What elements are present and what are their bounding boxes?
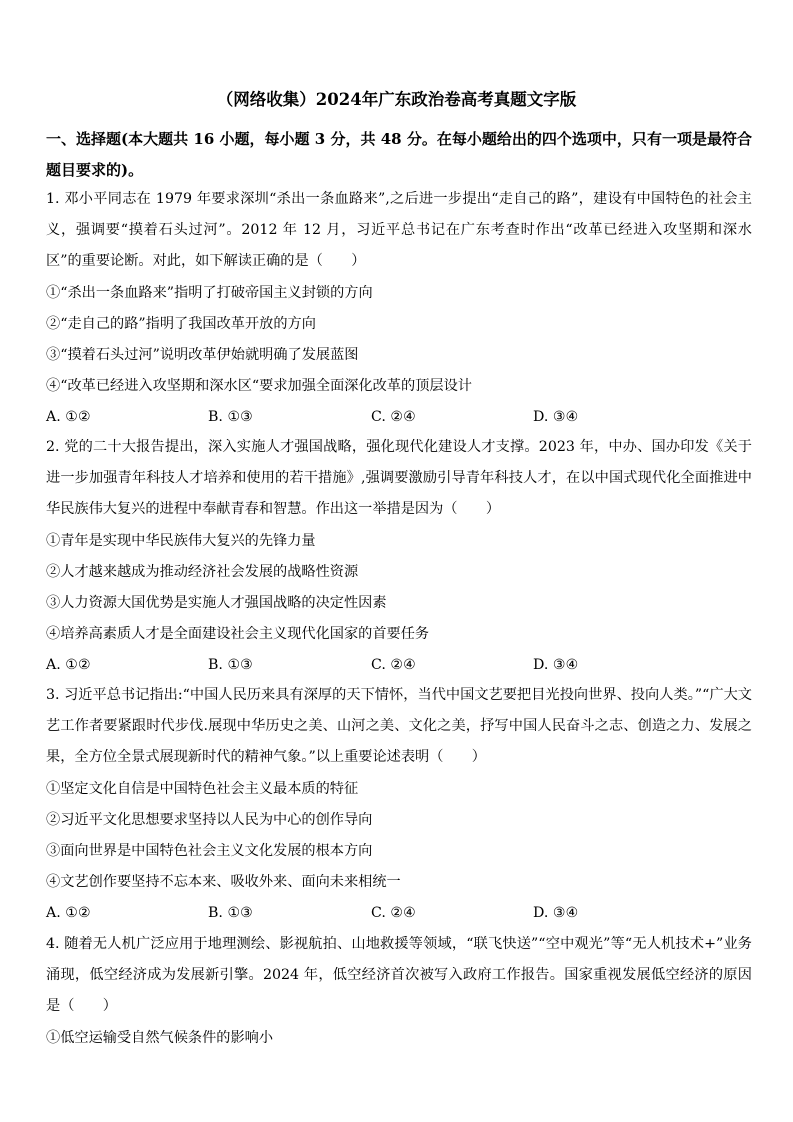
choice-a: A. ①② xyxy=(46,905,91,922)
question-option: ④培养高素质人才是全面建设社会主义现代化国家的首要任务 xyxy=(46,626,430,643)
choice-b: B. ①③ xyxy=(208,657,253,674)
question-option: ④文艺创作要坚持不忘本来、吸收外来、面向未来相统一 xyxy=(46,874,401,891)
question-1 xyxy=(46,184,752,434)
question-option: ③“摸着石头过河”说明改革伊始就明确了发展蓝图 xyxy=(46,347,359,364)
question-option: ②习近平文化思想要求坚持以人民为中心的创作导向 xyxy=(46,811,373,828)
choice-b: B. ①③ xyxy=(208,409,253,426)
choice-a: A. ①② xyxy=(46,657,91,674)
question-stem: 2. 党的二十大报告提出，深入实施人才强国战略，强化现代化建设人才支撑。2023 年，中办、国办印发《关于进一步加强青年科技人才培养和使用的若干措施》,强调要激励引导青年科技人才，在以中国式现代化全面推进中华民族伟大复兴的进程中奉献青春和智慧。作出这一举措是因为（ ） xyxy=(46,439,752,518)
choice-c: C. ②④ xyxy=(371,409,416,426)
question-option: ①“杀出一条血路来”指明了打破帝国主义封锁的方向 xyxy=(46,284,373,301)
question-option: ①坚定文化自信是中国特色社会主义最本质的特征 xyxy=(46,780,359,797)
question-stem: 4. 随着无人机广泛应用于地理测绘、影视航拍、山地救援等领域，“联飞快送”“空中观光”等“无人机技术+”业务涌现，低空经济成为发展新引擎。2024 年，低空经济首次被写入政府工作报告。国家重视发展低空经济的原因是（ ） xyxy=(46,936,752,1015)
question-option: ③面向世界是中国特色社会主义文化发展的根本方向 xyxy=(46,843,373,860)
question-4 xyxy=(46,929,752,1054)
answer-choices xyxy=(46,650,752,681)
question-option: ②“走自己的路”指明了我国改革开放的方向 xyxy=(46,315,316,332)
question-option: ④“改革已经进入攻坚期和深水区“要求加强全面深化改革的顶层设计 xyxy=(46,378,472,395)
question-option: ①青年是实现中华民族伟大复兴的先锋力量 xyxy=(46,532,316,549)
question-option: ①低空运输受自然气候条件的影响小 xyxy=(46,1029,274,1046)
page-title: （网络收集）2024年广东政治卷高考真题文字版 xyxy=(216,90,577,109)
answer-choices xyxy=(46,402,752,433)
question-option: ②人才越来越成为推动经济社会发展的战略性资源 xyxy=(46,563,359,580)
question-stem: 3. 习近平总书记指出:“中国人民历来具有深厚的天下情怀，当代中国文艺要把目光投向世界、投向人类。”“广大文艺工作者要紧跟时代步伐.展现中华历史之美、山河之美、文化之美，抒写中国人民奋斗之志、创造之力、发展之果，全方位全景式展现新时代的精神气象。”以上重要论述表明（ ） xyxy=(46,687,752,766)
section-heading: 一、选择题(本大题共 16 小题，每小题 3 分，共 48 分。在每小题给出的四个选项中，只有一项是最符合题目要求的)。 xyxy=(46,130,752,179)
choice-b: B. ①③ xyxy=(208,905,253,922)
choice-d: D. ③④ xyxy=(533,905,579,922)
answer-choices xyxy=(46,898,752,929)
question-2 xyxy=(46,432,752,682)
question-stem: 1. 邓小平同志在 1979 年要求深圳“杀出一条血路来”,之后进一步提出“走自己的路”，建设有中国特色的社会主义，强调要“摸着石头过河”。2012 年 12 月，习近平总书记在广东考查时作出“改革已经进入攻坚期和深水区”的重要论断。对此，如下解读正确的是（ ） xyxy=(46,191,752,270)
choice-d: D. ③④ xyxy=(533,657,579,674)
choice-c: C. ②④ xyxy=(371,657,416,674)
question-3 xyxy=(46,680,752,930)
choice-d: D. ③④ xyxy=(533,409,579,426)
question-option: ③人力资源大国优势是实施人才强国战略的决定性因素 xyxy=(46,595,387,612)
choice-a: A. ①② xyxy=(46,409,91,426)
choice-c: C. ②④ xyxy=(371,905,416,922)
